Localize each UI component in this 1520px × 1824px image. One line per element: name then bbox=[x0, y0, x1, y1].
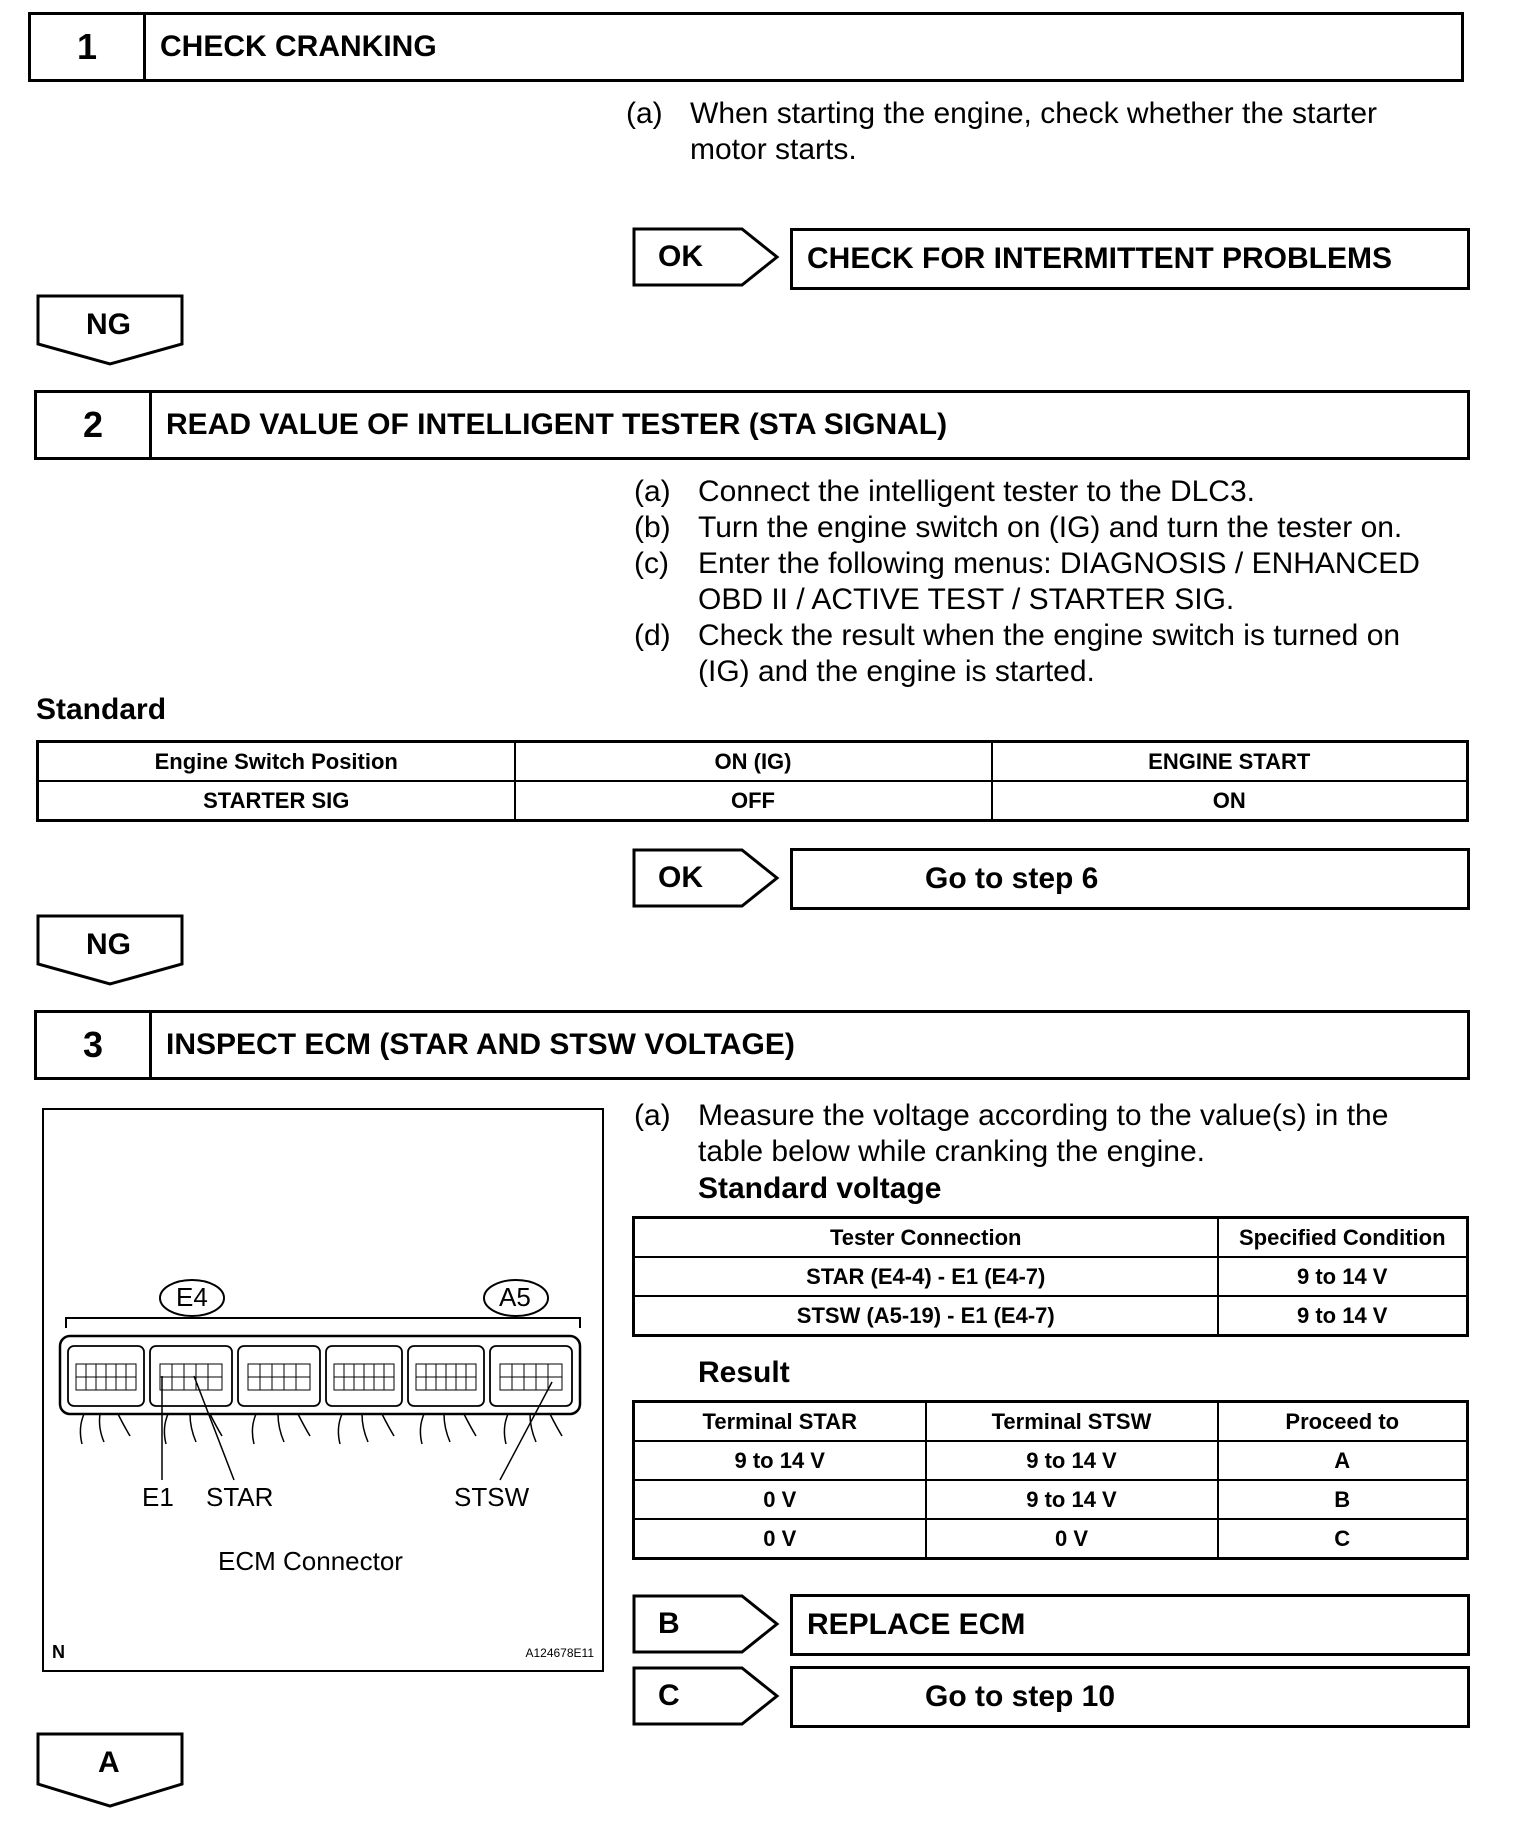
table-cell: 0 V bbox=[634, 1480, 926, 1519]
table-row bbox=[634, 1480, 1468, 1519]
table-header-cell: Specified Condition bbox=[1218, 1218, 1468, 1258]
table-cell: 9 to 14 V bbox=[926, 1441, 1218, 1480]
branch-c-arrow-tag bbox=[632, 1666, 782, 1726]
branch-b-result-box bbox=[790, 1594, 1470, 1656]
step-title: READ VALUE OF INTELLIGENT TESTER (STA SIGNAL) bbox=[166, 408, 948, 441]
figure-caption: ECM Connector bbox=[218, 1546, 403, 1576]
instruction-label: (a) bbox=[634, 1099, 671, 1132]
result-label: Result bbox=[698, 1356, 790, 1389]
instruction-item bbox=[634, 510, 1464, 546]
step-1-instructions bbox=[626, 96, 1446, 168]
step-number: 1 bbox=[31, 15, 146, 79]
figure-id: A124678E11 bbox=[525, 1646, 594, 1660]
table-cell: 0 V bbox=[634, 1519, 926, 1559]
table-cell: OFF bbox=[515, 781, 992, 821]
instruction-label: (a) bbox=[634, 475, 671, 508]
instruction-item bbox=[634, 546, 1464, 618]
table-cell: B bbox=[1218, 1480, 1468, 1519]
instruction-text: Connect the intelligent tester to the DLC3. bbox=[698, 475, 1255, 508]
ok-label: OK bbox=[658, 240, 703, 273]
table-row bbox=[38, 781, 1468, 821]
ok-arrow-tag bbox=[632, 848, 782, 908]
ok-result-box bbox=[790, 848, 1470, 910]
table-header-cell: Engine Switch Position bbox=[38, 742, 515, 782]
ng-label: NG bbox=[86, 928, 131, 961]
instruction-item bbox=[634, 618, 1464, 690]
table-header-row bbox=[38, 742, 1468, 782]
step-2-instructions bbox=[634, 474, 1464, 690]
table-header-cell: ON (IG) bbox=[515, 742, 992, 782]
instruction-text: Measure the voltage according to the value(s) in the table below while cranking the engine. bbox=[698, 1099, 1389, 1168]
standard-table bbox=[36, 740, 1469, 822]
ok-result-box bbox=[790, 228, 1470, 290]
step-3-instructions bbox=[634, 1098, 1464, 1170]
instruction-label: (b) bbox=[634, 511, 671, 544]
step-3-header bbox=[34, 1010, 1470, 1080]
branch-b-result-text: REPLACE ECM bbox=[807, 1608, 1026, 1641]
instruction-text: Enter the following menus: DIAGNOSIS / ENHANCED OBD II / ACTIVE TEST / STARTER SIG. bbox=[698, 547, 1420, 616]
table-header-cell: Proceed to bbox=[1218, 1402, 1468, 1442]
table-header-cell: Terminal STSW bbox=[926, 1402, 1218, 1442]
step-title: INSPECT ECM (STAR AND STSW VOLTAGE) bbox=[166, 1028, 795, 1061]
ok-arrow-tag bbox=[632, 227, 782, 287]
table-row bbox=[634, 1441, 1468, 1480]
table-header-row bbox=[634, 1218, 1468, 1258]
branch-c-result-text: Go to step 10 bbox=[925, 1680, 1116, 1713]
ok-result-text: CHECK FOR INTERMITTENT PROBLEMS bbox=[807, 242, 1392, 275]
table-cell: C bbox=[1218, 1519, 1468, 1559]
table-cell: ON bbox=[992, 781, 1468, 821]
instruction-label: (c) bbox=[634, 547, 669, 580]
ok-label: OK bbox=[658, 861, 703, 894]
connector-label-a5: A5 bbox=[499, 1282, 531, 1312]
table-cell: 0 V bbox=[926, 1519, 1218, 1559]
branch-c-label: C bbox=[658, 1679, 680, 1712]
instruction-item bbox=[634, 474, 1464, 510]
table-cell: 9 to 14 V bbox=[926, 1480, 1218, 1519]
table-cell: 9 to 14 V bbox=[1218, 1296, 1468, 1336]
table-row bbox=[634, 1296, 1468, 1336]
table-header-row bbox=[634, 1402, 1468, 1442]
table-cell: A bbox=[1218, 1441, 1468, 1480]
branch-c-result-box bbox=[790, 1666, 1470, 1728]
table-row bbox=[634, 1519, 1468, 1559]
branch-a-label: A bbox=[98, 1746, 120, 1779]
table-cell: 9 to 14 V bbox=[1218, 1257, 1468, 1296]
instruction-text: When starting the engine, check whether the starter motor starts. bbox=[690, 97, 1378, 166]
branch-b-label: B bbox=[658, 1607, 680, 1640]
pin-label-e1: E1 bbox=[142, 1482, 174, 1512]
table-row bbox=[634, 1257, 1468, 1296]
ok-result-text: Go to step 6 bbox=[925, 862, 1099, 895]
pin-label-stsw: STSW bbox=[454, 1482, 530, 1512]
standard-voltage-label: Standard voltage bbox=[698, 1172, 942, 1205]
step-title: CHECK CRANKING bbox=[160, 30, 437, 63]
table-header-cell: ENGINE START bbox=[992, 742, 1468, 782]
table-cell: STSW (A5-19) - E1 (E4-7) bbox=[634, 1296, 1218, 1336]
instruction-item bbox=[626, 96, 1446, 168]
instruction-item bbox=[634, 1098, 1464, 1170]
ecm-connector-illustration bbox=[44, 1110, 602, 1670]
instruction-label: (d) bbox=[634, 619, 671, 652]
branch-b-arrow-tag bbox=[632, 1594, 782, 1654]
instruction-label: (a) bbox=[626, 97, 663, 130]
connector-label-e4: E4 bbox=[176, 1282, 208, 1312]
branch-a-down-tag bbox=[36, 1732, 184, 1808]
step-number: 3 bbox=[37, 1013, 152, 1077]
ng-down-tag bbox=[36, 294, 184, 366]
table-cell: 9 to 14 V bbox=[634, 1441, 926, 1480]
table-header-cell: Tester Connection bbox=[634, 1218, 1218, 1258]
figure-corner-mark: N bbox=[52, 1642, 65, 1662]
step-1-header bbox=[28, 12, 1464, 82]
step-2-header bbox=[34, 390, 1470, 460]
ng-label: NG bbox=[86, 308, 131, 341]
voltage-table bbox=[632, 1216, 1469, 1337]
ng-down-tag bbox=[36, 914, 184, 986]
instruction-text: Check the result when the engine switch is turned on (IG) and the engine is started. bbox=[698, 619, 1401, 688]
table-cell: STARTER SIG bbox=[38, 781, 515, 821]
ecm-connector-figure bbox=[42, 1108, 604, 1672]
table-cell: STAR (E4-4) - E1 (E4-7) bbox=[634, 1257, 1218, 1296]
step-number: 2 bbox=[37, 393, 152, 457]
table-header-cell: Terminal STAR bbox=[634, 1402, 926, 1442]
result-table bbox=[632, 1400, 1469, 1560]
pin-label-star: STAR bbox=[206, 1482, 274, 1512]
standard-label: Standard bbox=[36, 693, 167, 726]
instruction-text: Turn the engine switch on (IG) and turn the tester on. bbox=[698, 511, 1403, 544]
